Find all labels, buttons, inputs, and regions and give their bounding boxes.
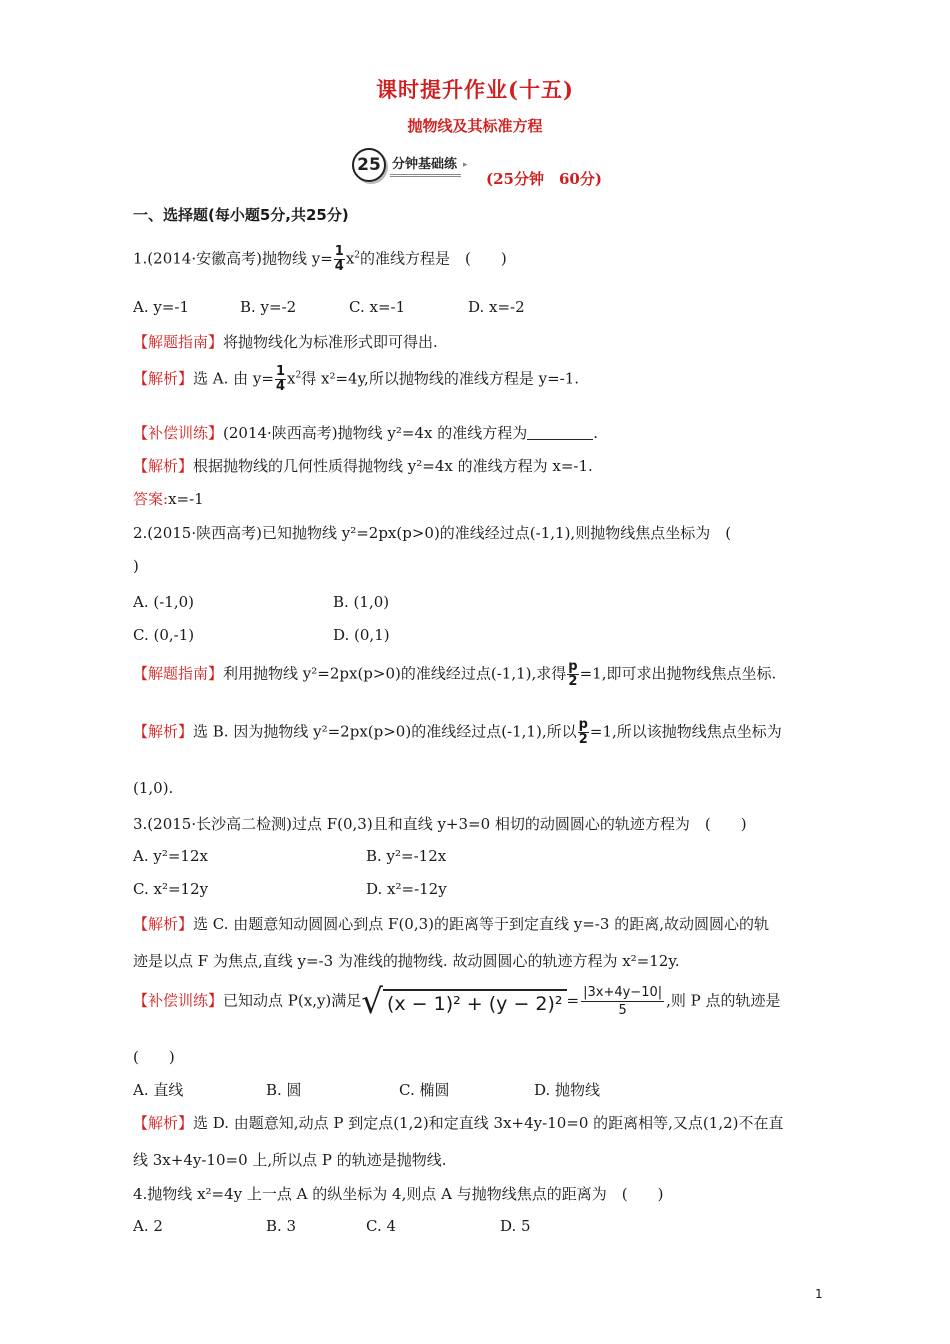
q1-stem: 1.(2014·安徽高考)抛物线 y= $\frac{1}{4}$ $x^2$的准线方程是 ( ) (133, 244, 507, 274)
q1-option-c: C. x=-1 (349, 298, 406, 316)
q1-option-a: A. y=-1 (133, 298, 190, 316)
q1-answer-fraction: $\frac{1}{4}$ (275, 364, 286, 394)
q3-stem: 3.(2015·长沙高二检测)过点 F(0,3)且和直线 y+3=0 相切的动圆圆心的轨迹方程为 ( ) (133, 815, 747, 833)
sqrt-expression: √ (x − 1)² + (y − 2)² (361, 985, 566, 1019)
page-title: 课时提升作业(十五) (376, 77, 574, 102)
q2-option-a: A. (-1,0) (133, 593, 194, 611)
section-heading: 一、选择题(每小题5分,共25分) (133, 206, 349, 224)
q2-stem-cont: ) (133, 557, 139, 575)
q1-compensation-answer: 【解析】根据抛物线的几何性质得抛物线 y²=4x 的准线方程为 x=-1. (133, 457, 593, 475)
q1-compensation: 【补偿训练】(2014·陕西高考)抛物线 y²=4x 的准线方程为 . (133, 424, 599, 442)
time-score-label: (25分钟 60分) (486, 170, 602, 188)
section-badge (352, 148, 468, 182)
q2-answer-fraction: $\frac{p}{2}$ (578, 717, 588, 747)
q4-option-d: D. 5 (500, 1217, 531, 1235)
q3-comp-paren: ( ) (133, 1048, 175, 1066)
q2-hint-fraction: $\frac{p}{2}$ (568, 659, 578, 689)
q1-final-answer: 答案:x=-1 (133, 490, 204, 508)
q1-answer: 【解析】选 A. 由 y= $\frac{1}{4}$ $x^2$得 x²=4y,所以抛物线的准线方程是 y=-1. (133, 364, 580, 394)
q1-hint: 【解题指南】将抛物线化为标准形式即可得出. (133, 333, 438, 351)
q2-stem: 2.(2015·陕西高考)已知抛物线 y²=2px(p>0)的准线经过点(-1,1),则抛物线焦点坐标为 ( (133, 524, 732, 542)
q2-answer: 【解析】选 B. 因为抛物线 y²=2px(p>0)的准线经过点(-1,1),所以 $\frac{p}{2}$ =1,所以该抛物线焦点坐标为 (133, 717, 782, 747)
q3-answer-l1: 【解析】选 C. 由题意知动圆圆心到点 F(0,3)的距离等于到定直线 y=-3 的距离,故动圆圆心的轨 (133, 915, 769, 933)
q2-option-b: B. (1,0) (333, 593, 390, 611)
badge-number: 25 (352, 148, 386, 182)
q1-option-d: D. x=-2 (468, 298, 525, 316)
q1-option-b: B. y=-2 (240, 298, 297, 316)
q4-option-c: C. 4 (366, 1217, 397, 1235)
q4-stem: 4.抛物线 x²=4y 上一点 A 的纵坐标为 4,则点 A 与抛物线焦点的距离为 ( ) (133, 1185, 664, 1203)
q3-comp-option-c: C. 椭圆 (399, 1081, 450, 1099)
page-subtitle: 抛物线及其标准方程 (407, 117, 543, 135)
q2-hint: 【解题指南】利用抛物线 y²=2px(p>0)的准线经过点(-1,1),求得 $\frac{p}{2}$ =1,即可求出抛物线焦点坐标. (133, 659, 777, 689)
page-number: 1 (815, 1287, 823, 1301)
q3-distance-fraction: $\frac{|3x+4y-10|}{5}$ (583, 985, 663, 1018)
q3-comp-option-d: D. 抛物线 (534, 1081, 601, 1099)
q3-option-c: C. x²=12y (133, 880, 209, 898)
answer-blank (527, 425, 593, 440)
q4-option-a: A. 2 (133, 1217, 163, 1235)
sqrt-icon: √ (361, 981, 383, 1022)
q2-answer-cont: (1,0). (133, 779, 174, 797)
q3-comp-option-a: A. 直线 (133, 1081, 184, 1099)
q3-option-a: A. y²=12x (133, 847, 208, 865)
q1-fraction: $\frac{1}{4}$ (334, 244, 344, 274)
q3-option-b: B. y²=-12x (366, 847, 447, 865)
badge-label: 分钟基础练 (390, 153, 461, 177)
q3-comp-option-b: B. 圆 (266, 1081, 302, 1099)
q2-option-c: C. (0,-1) (133, 626, 195, 644)
q3-comp-answer-l1: 【解析】选 D. 由题意知,动点 P 到定点(1,2)和定直线 3x+4y-10=0 的距离相等,又点(1,2)不在直 (133, 1114, 784, 1132)
badge-arrow-icon: ▸ (463, 160, 468, 170)
q4-option-b: B. 3 (266, 1217, 297, 1235)
q3-compensation: 【补偿训练】已知动点 P(x,y)满足 √ (x − 1)² + (y − 2)² = $\frac{|3x+4y-10|}{5}$ ,则 P 点的轨迹是 (133, 981, 781, 1022)
q3-comp-answer-l2: 线 3x+4y-10=0 上,所以点 P 的轨迹是抛物线. (133, 1151, 447, 1169)
q2-option-d: D. (0,1) (333, 626, 390, 644)
q3-option-d: D. x²=-12y (366, 880, 447, 898)
q3-answer-l2: 迹是以点 F 为焦点,直线 y=-3 为准线的抛物线. 故动圆圆心的轨迹方程为 x²=12y. (133, 952, 680, 970)
